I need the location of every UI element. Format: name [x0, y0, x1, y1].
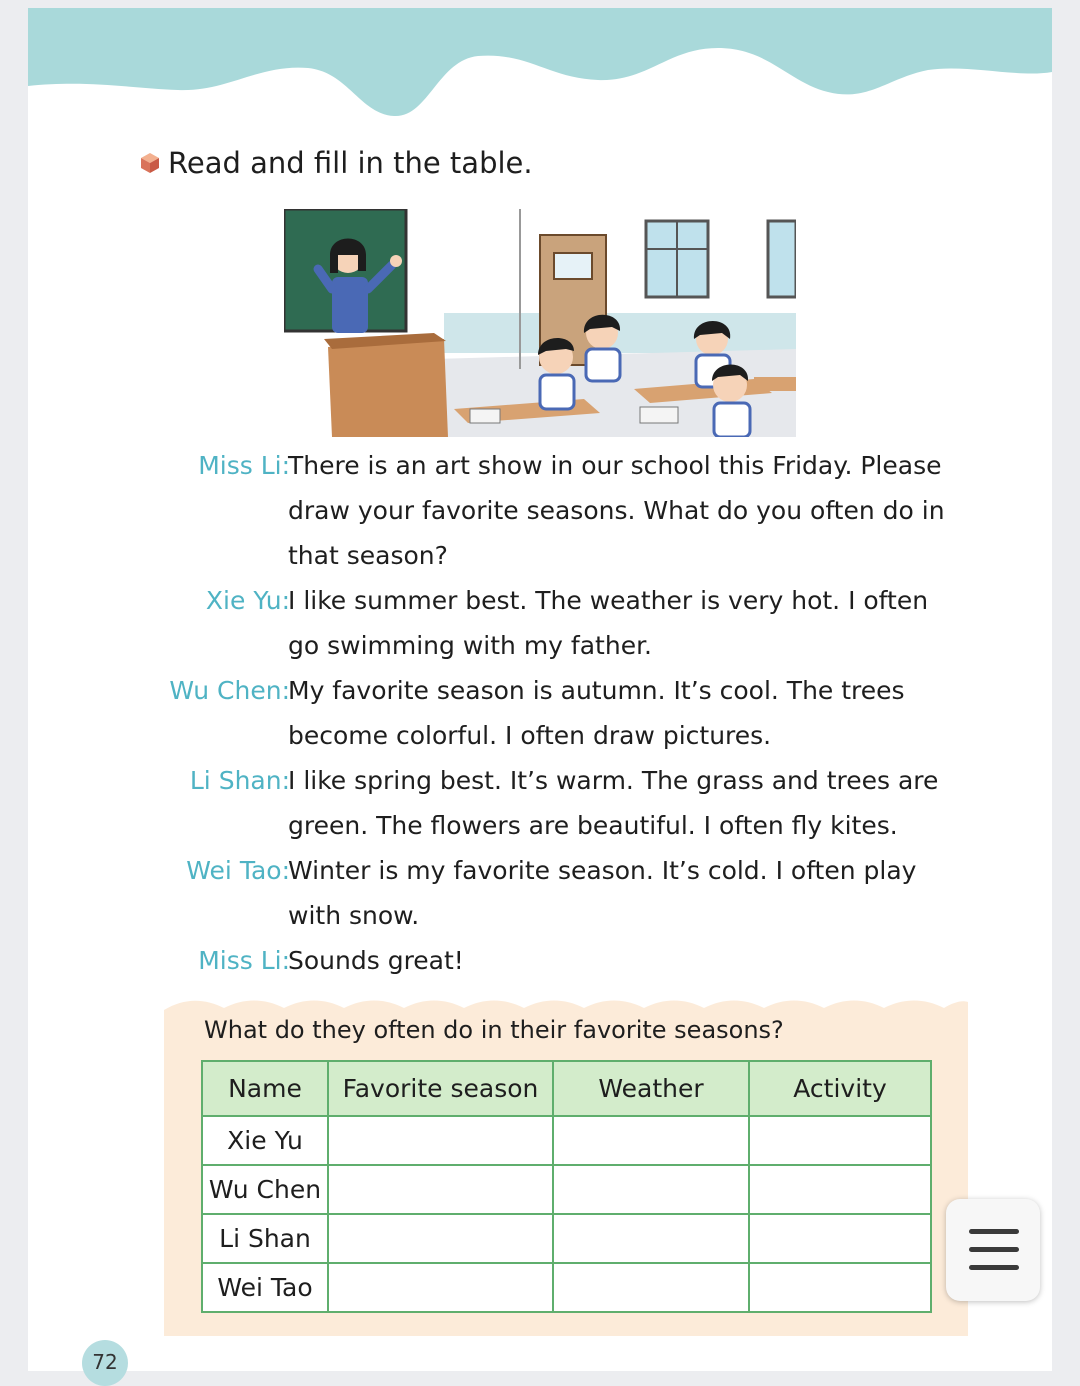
activity-cell[interactable] — [749, 1214, 931, 1263]
cube-bullet-icon — [140, 152, 160, 174]
activity-cell[interactable] — [749, 1165, 931, 1214]
dialogue-line: I like summer best. The weather is very hot. I often — [288, 586, 929, 615]
hamburger-icon-bar — [969, 1247, 1019, 1252]
hamburger-icon — [969, 1229, 1019, 1234]
dialogue-line: become colorful. I often draw pictures. — [288, 721, 772, 750]
speaker-label: Wei Tao: — [186, 856, 290, 885]
dialogue-line: that season? — [288, 541, 448, 570]
dialogue-line: Winter is my favorite season. It’s cold. I often play — [288, 856, 917, 885]
section-heading — [140, 146, 533, 180]
dialogue-line: There is an art show in our school this Friday. Please — [288, 451, 942, 480]
speaker-label: Wu Chen: — [169, 676, 290, 705]
table-row — [202, 1116, 931, 1165]
speaker-label: Li Shan: — [189, 766, 290, 795]
page-number-badge: 72 — [82, 1340, 128, 1386]
table-title: What do they often do in their favorite seasons? — [204, 1016, 784, 1044]
activity-cell[interactable] — [749, 1263, 931, 1312]
dialogue-line: Sounds great! — [288, 946, 464, 975]
hamburger-icon-bar — [969, 1265, 1019, 1270]
weather-cell[interactable] — [553, 1214, 749, 1263]
dialogue-line: with snow. — [288, 901, 420, 930]
activity-cell[interactable] — [749, 1116, 931, 1165]
weather-cell[interactable] — [553, 1165, 749, 1214]
season-cell[interactable] — [328, 1214, 553, 1263]
table-header-row — [202, 1061, 931, 1116]
heading-text: Read and fill in the table. — [168, 146, 533, 180]
name-cell: Wu Chen — [202, 1165, 328, 1214]
season-cell[interactable] — [328, 1263, 553, 1312]
dialogue-line: go swimming with my father. — [288, 631, 653, 660]
name-cell: Wei Tao — [202, 1263, 328, 1312]
header-name: Name — [202, 1061, 328, 1116]
season-cell[interactable] — [328, 1165, 553, 1214]
name-cell: Xie Yu — [202, 1116, 328, 1165]
menu-button[interactable] — [946, 1199, 1040, 1301]
table-row — [202, 1263, 931, 1312]
speaker-label: Miss Li: — [198, 451, 290, 480]
weather-cell[interactable] — [553, 1116, 749, 1165]
name-cell: Li Shan — [202, 1214, 328, 1263]
fill-in-table — [201, 1060, 932, 1313]
classroom-illustration — [284, 209, 796, 437]
weather-cell[interactable] — [553, 1263, 749, 1312]
table-row — [202, 1214, 931, 1263]
header-weather: Weather — [553, 1061, 749, 1116]
top-wave-banner — [28, 8, 1052, 123]
dialogue-line: draw your favorite seasons. What do you often do in — [288, 496, 945, 525]
speaker-label: Xie Yu: — [205, 586, 290, 615]
dialogue-line: green. The flowers are beautiful. I often fly kites. — [288, 811, 898, 840]
dialogue-line: My favorite season is autumn. It’s cool. The trees — [288, 676, 905, 705]
textbook-page — [28, 8, 1052, 1371]
header-favorite-season: Favorite season — [328, 1061, 553, 1116]
speaker-label: Miss Li: — [198, 946, 290, 975]
table-row — [202, 1165, 931, 1214]
dialogue-line: I like spring best. It’s warm. The grass and trees are — [288, 766, 939, 795]
season-cell[interactable] — [328, 1116, 553, 1165]
header-activity: Activity — [749, 1061, 931, 1116]
